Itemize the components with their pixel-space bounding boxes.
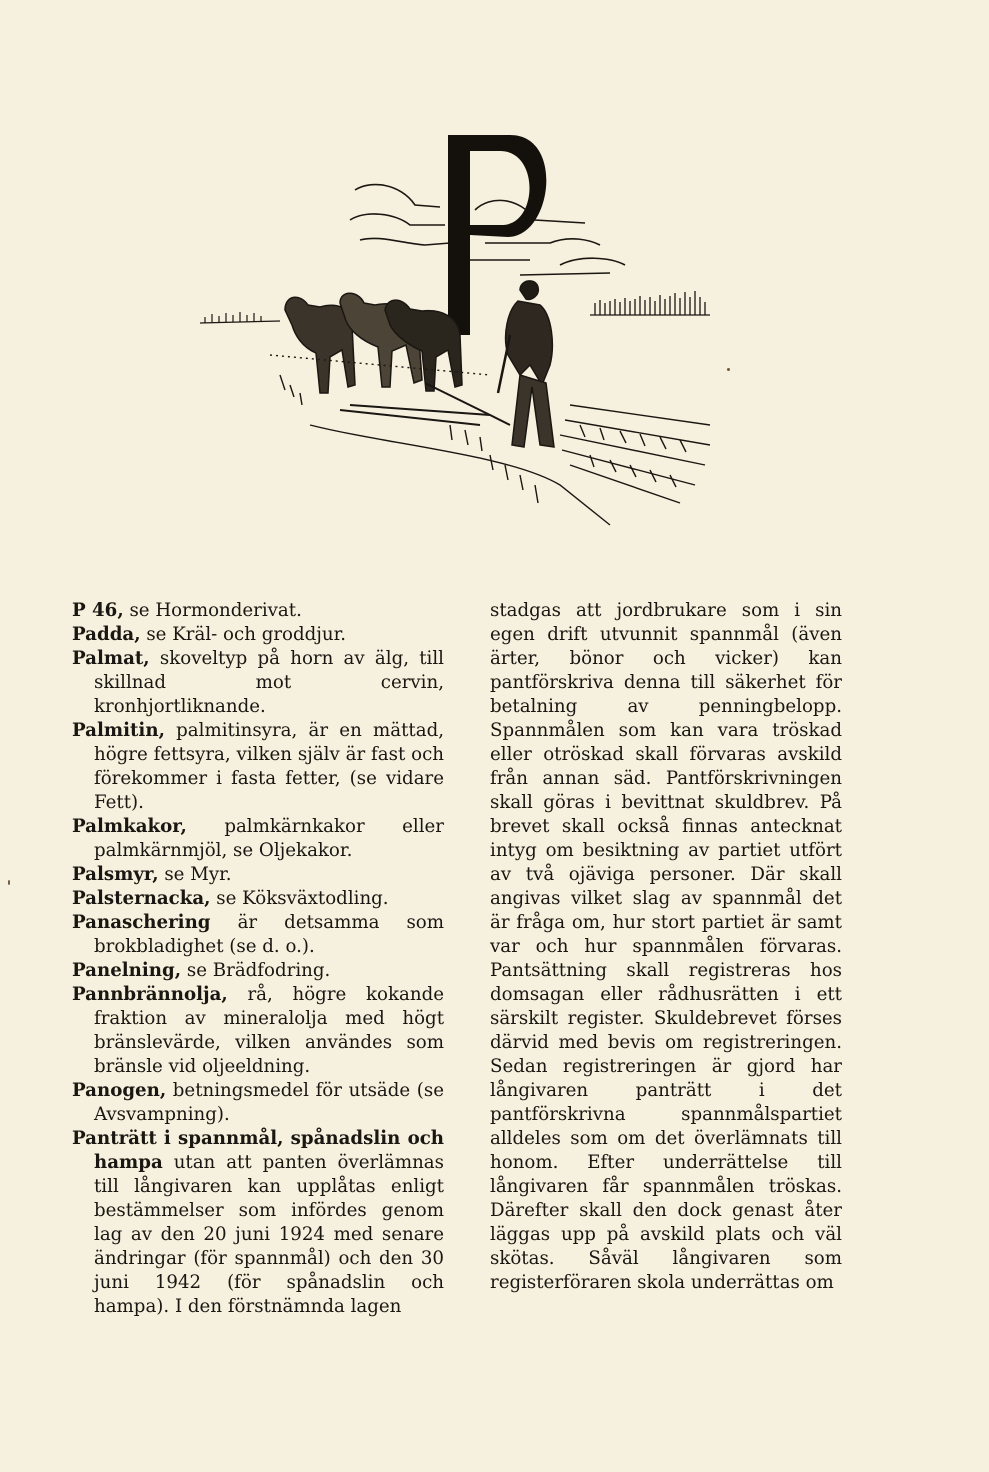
continued-entry-text: stadgas att jordbrukare som i sin egen drift utvunnit spannmål (även ärter, bönor och vicker) kan pantförskriva denna till säkerhet för betalning av penningbelopp. Spannmålen som kan vara tröskad eller otröskad skall förvaras avskild från annan säd. Pantförskrivningen skall göras i bevittnat skuldbrev. På brevet skall också finnas antecknat intyg om besiktning av partiet utfört av två ojäviga personer. Där skall angivas vilket slag av spannmål det är fråga om, hur stort partiet är samt var och hur spannmålen förvaras. Pantsättning skall registreras hos domsagan eller rådhusrätten i ett särskilt register. Skuldebrevet förses därvid med bevis om registreringen. Sedan registreringen är gjord har långivaren panträtt i det pantförskrivna spannmålspartiet alldeles som om det överlämnats till honom. Efter underrättelse till långivaren får spannmålen tröskas. Därefter skall den dock genast åter läggas upp på avskild plats och väl skötas. Såväl långivaren som registerföraren skola underrättas om [490,600,842,1293]
headword: Padda, [72,624,141,645]
headword: Palsmyr, [72,864,159,885]
harness [340,383,510,425]
headword: Pannbrännolja, [72,984,228,1005]
ink-speck [727,368,730,371]
headword: Palmitin, [72,720,165,741]
entry-text: se Myr. [158,864,232,885]
entry-text: se Köksväxtodling. [210,888,389,909]
headword: Panelning, [72,960,182,981]
entry [72,623,444,647]
headword: Panogen, [72,1080,167,1101]
entry-text: se Kräl- och groddjur. [140,624,347,645]
entry-text: är detsamma som brokbladighet (se d. o.). [94,912,444,957]
ink-speck [8,880,10,885]
distant-trees-left [200,312,280,323]
furrows [270,355,710,525]
horses [285,293,462,393]
entry-text: betningsmedel för utsäde (se Avsvampning). [94,1080,444,1125]
entry-text: rå, högre kokande fraktion av mineralolja med högt bränslevärde, vilken användes som bränsle vid oljeeldning. [94,984,444,1077]
headword: Palmat, [72,648,150,669]
entry [72,863,444,887]
entry [72,599,444,623]
headword: P 46, [72,600,124,621]
entry [72,1127,444,1319]
right-column [490,599,842,1295]
entry [72,887,444,911]
entry [72,719,444,815]
entry [72,647,444,719]
farmer [498,281,554,447]
left-column [72,599,444,1319]
entry-text: palmitinsyra, är en mättad, högre fettsyra, vilken själv är fast och förekommer i fasta fetter, (se vidare Fett). [94,720,444,813]
entry-text: skoveltyp på horn av älg, till skillnad mot cervin, kronhjortliknande. [94,648,444,717]
entry [72,983,444,1079]
plowing-scene-icon [190,125,720,545]
entry [72,911,444,959]
headword: Panaschering [72,912,211,933]
entry [72,1079,444,1127]
entry [72,815,444,863]
headword: Palmkakor, [72,816,187,837]
entry-text: se Hormonderivat. [123,600,302,621]
headword: Palsternacka, [72,888,211,909]
headword: Panträtt i spannmål, spånadslin och hampa [72,1128,444,1173]
entry-text: se Brädfodring. [181,960,331,981]
distant-trees [590,291,710,315]
entry-text: utan att panten överlämnas till långivaren kan upplåtas enligt bestämmelser som infördes genom lag av den 20 juni 1924 med senare ändringar (för spannmål) och den 30 juni 1942 (för spånadslin och hampa). I den förstnämnda lagen [94,1152,444,1317]
entry [72,959,444,983]
entry-text: palmkärnkakor eller palmkärnmjöl, se Oljekakor. [94,816,444,861]
